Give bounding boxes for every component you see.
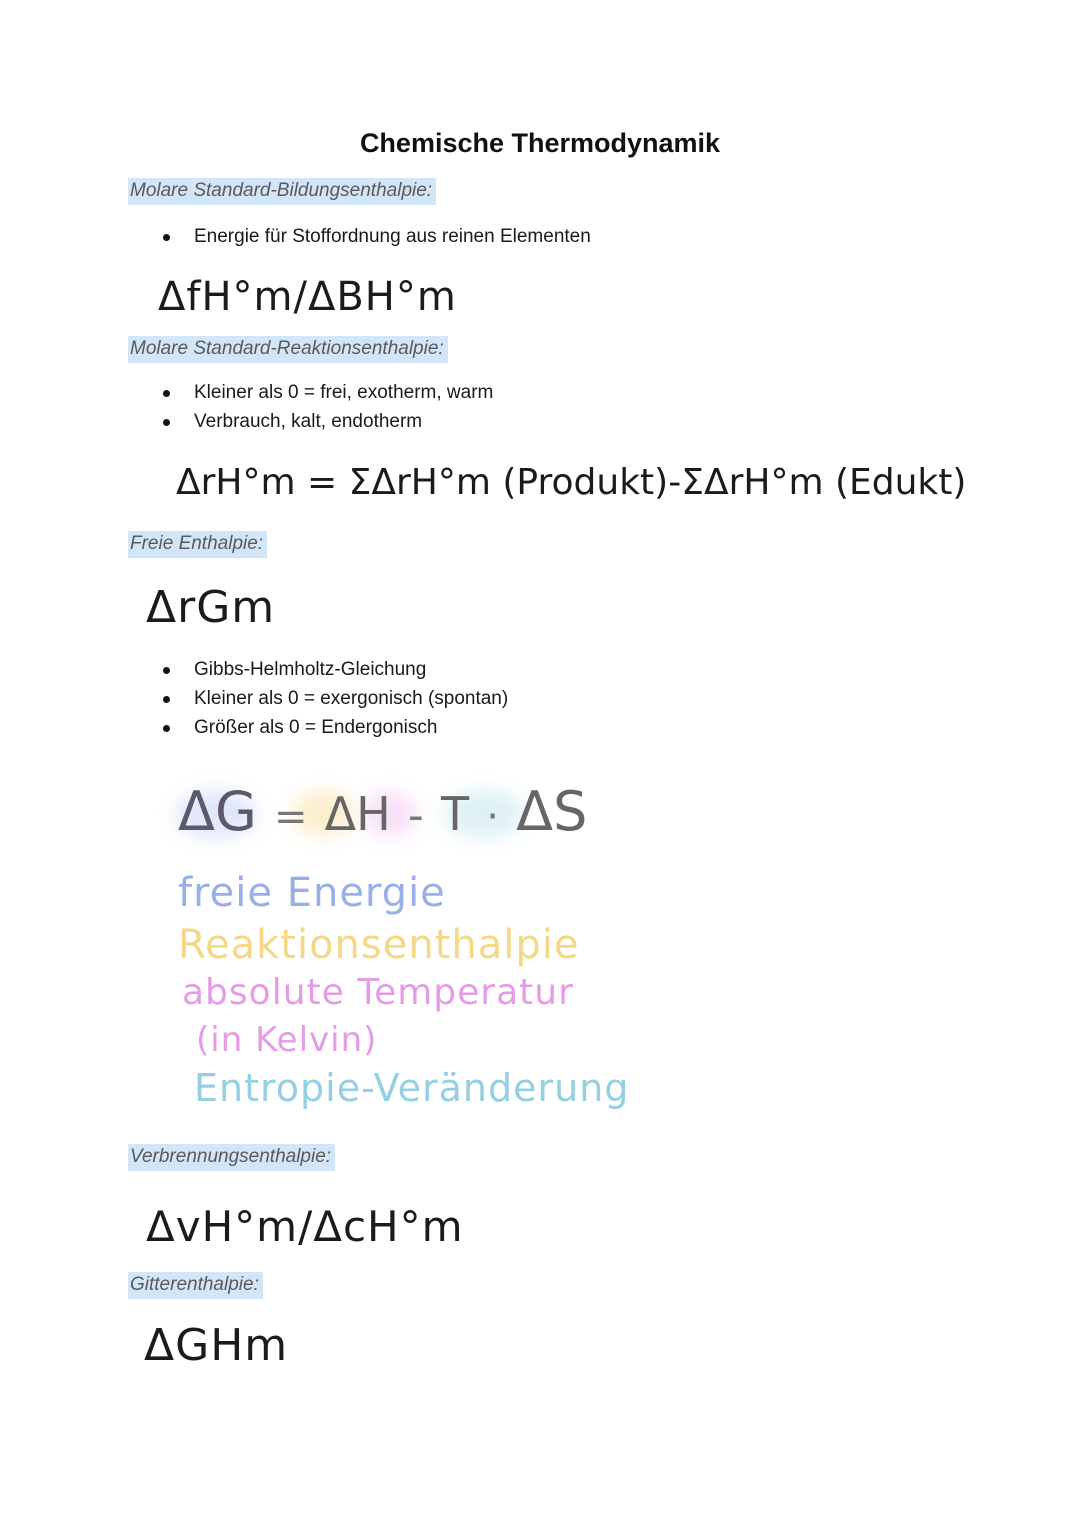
- minus-sign: -: [407, 790, 424, 841]
- bullet-list-bildung: [160, 222, 591, 251]
- legend-entropy: Entropie-Veränderung: [194, 1066, 630, 1110]
- page-title: Chemische Thermodynamik: [359, 128, 721, 158]
- delta-s: ΔS: [516, 780, 588, 843]
- list-item: Gibbs-Helmholtz-Gleichung: [160, 655, 508, 684]
- temperature-t: T: [440, 787, 470, 841]
- list-item: Energie für Stoffordnung aus reinen Elementen: [160, 222, 591, 251]
- legend-reaction-enthalpy: Reaktionsenthalpie: [178, 922, 580, 968]
- legend-kelvin: (in Kelvin): [196, 1020, 378, 1060]
- heading-bildungsenthalpie: Molare Standard-Bildungsenthalpie:: [128, 178, 436, 205]
- delta-h: ΔH: [324, 787, 391, 841]
- heading-gitterenthalpie: Gitterenthalpie:: [128, 1272, 263, 1299]
- legend-temperature: absolute Temperatur: [182, 972, 574, 1013]
- delta-g: ΔG: [178, 780, 257, 843]
- heading-verbrennungsenthalpie: Verbrennungsenthalpie:: [128, 1144, 335, 1171]
- dot-operator: ·: [486, 794, 499, 840]
- heading-freie-enthalpie: Freie Enthalpie:: [128, 531, 267, 558]
- bullet-list-reaktion: [160, 378, 493, 436]
- list-item: Kleiner als 0 = frei, exotherm, warm: [160, 378, 493, 407]
- legend-free-energy: freie Energie: [178, 870, 446, 916]
- formula-verbrennungsenthalpie: ΔvH°m/ΔcH°m: [146, 1202, 464, 1251]
- formula-reaktionsenthalpie: ΔrH°m = ΣΔrH°m (Produkt)-ΣΔrH°m (Edukt): [176, 462, 967, 503]
- list-item: Größer als 0 = Endergonisch: [160, 713, 508, 742]
- formula-gitterenthalpie: ΔGHm: [144, 1320, 289, 1371]
- bullet-list-frei: [160, 655, 508, 742]
- heading-reaktionsenthalpie: Molare Standard-Reaktionsenthalpie:: [128, 336, 448, 363]
- list-item: Kleiner als 0 = exergonisch (spontan): [160, 684, 508, 713]
- formula-freie-enthalpie: ΔrGm: [146, 582, 276, 633]
- formula-bildungsenthalpie: ΔfH°m/ΔBH°m: [158, 274, 457, 320]
- equals-sign: =: [273, 794, 308, 840]
- list-item: Verbrauch, kalt, endotherm: [160, 407, 493, 436]
- gibbs-equation: [178, 780, 587, 843]
